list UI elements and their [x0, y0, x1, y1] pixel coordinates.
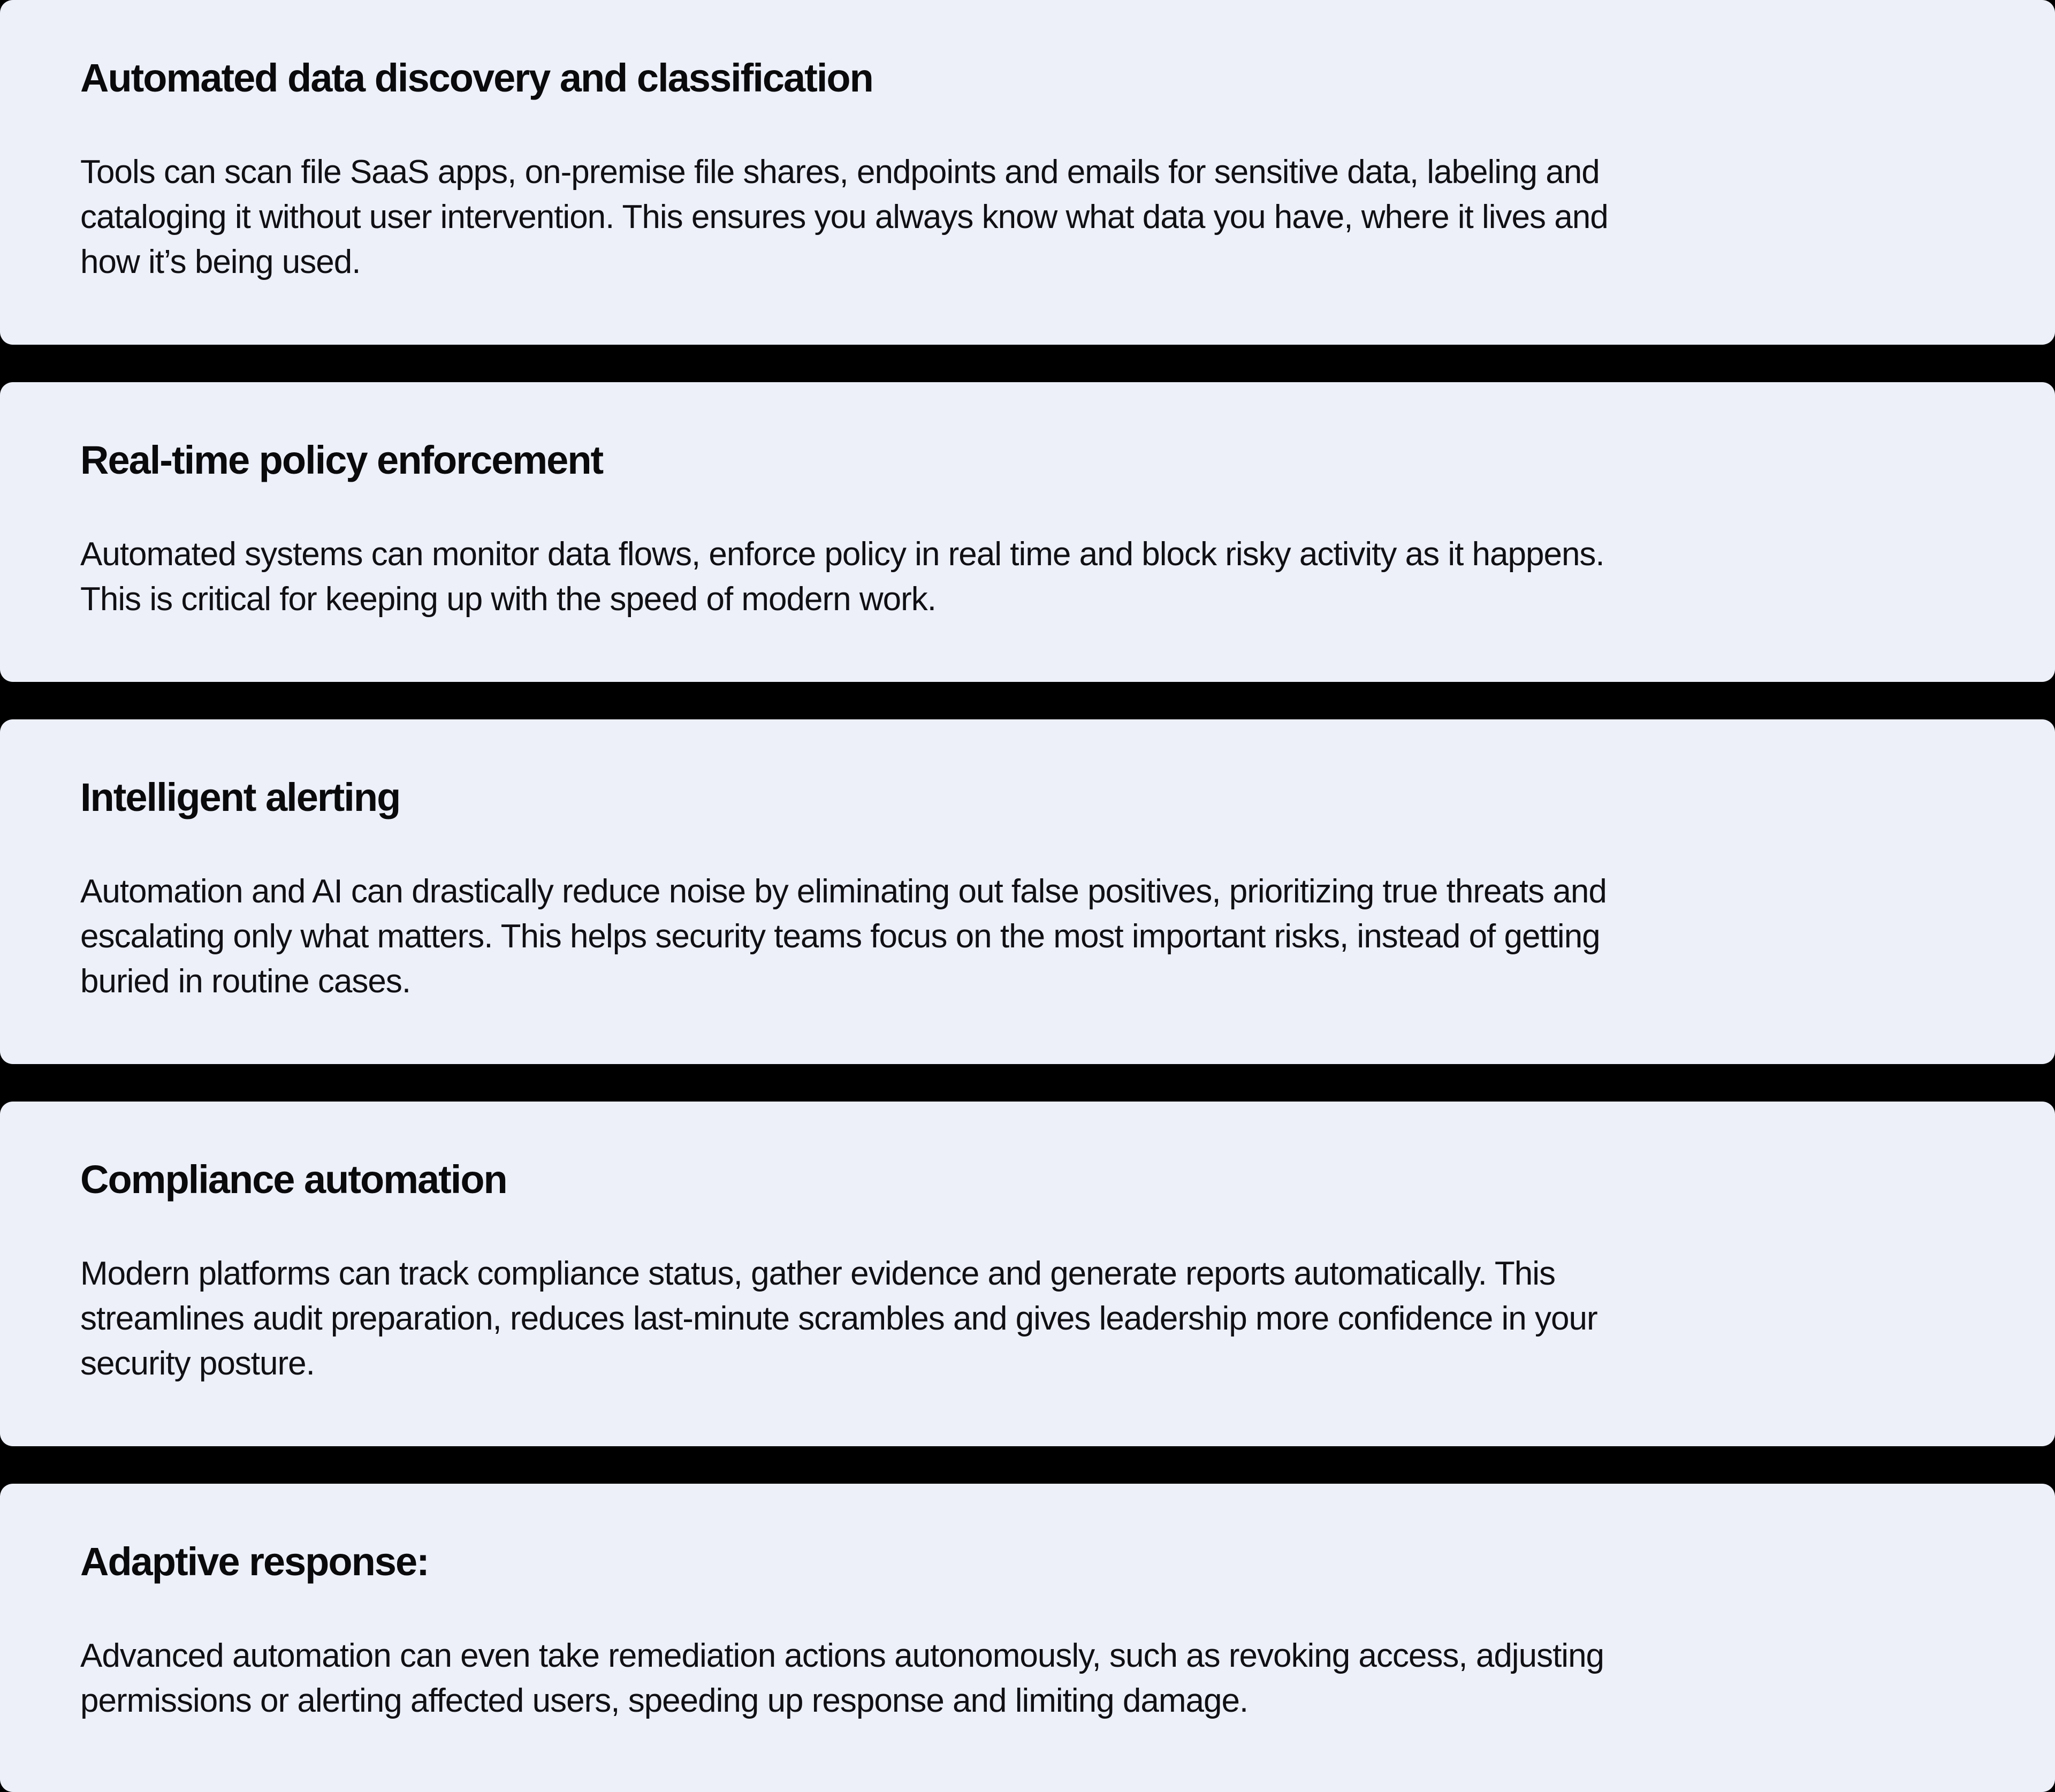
section-body-line: escalating only what matters. This helps security teams focus on the most important risks, instead of getting — [80, 918, 1600, 955]
section-body-line: permissions or alerting affected users, speeding up response and limiting damage. — [80, 1682, 1249, 1719]
section-heading: Intelligent alerting — [80, 775, 400, 819]
section-body-line: This is critical for keeping up with the speed of modern work. — [80, 581, 936, 618]
content-card — [0, 1102, 2055, 1446]
content-card — [0, 382, 2055, 682]
content-card — [0, 719, 2055, 1064]
section-body-line: buried in routine cases. — [80, 963, 411, 1000]
section-body — [80, 869, 1975, 1004]
section-body-line: streamlines audit preparation, reduces last-minute scrambles and gives leadership more confidence in your — [80, 1300, 1597, 1337]
section-body — [80, 532, 1975, 622]
section-heading: Automated data discovery and classification — [80, 56, 873, 100]
content-card — [0, 1484, 2055, 1792]
section-body-line: cataloging it without user intervention. This ensures you always know what data you have, where it lives and — [80, 199, 1608, 236]
section-body — [80, 1251, 1975, 1386]
section-body-line: Automation and AI can drastically reduce noise by eliminating out false positives, prioritizing true threats and — [80, 873, 1607, 910]
section-heading: Adaptive response: — [80, 1539, 429, 1584]
section-body-line: Automated systems can monitor data flows, enforce policy in real time and block risky activity as it happens. — [80, 536, 1604, 573]
section-body-line: Modern platforms can track compliance status, gather evidence and generate reports automatically. This — [80, 1255, 1556, 1292]
content-card — [0, 0, 2055, 345]
section-body-line: Tools can scan file SaaS apps, on-premise file shares, endpoints and emails for sensitive data, labeling and — [80, 154, 1600, 191]
section-heading: Compliance automation — [80, 1157, 507, 1202]
section-body — [80, 150, 1975, 285]
section-body-line: security posture. — [80, 1345, 315, 1382]
section-heading: Real-time policy enforcement — [80, 438, 603, 482]
section-body-line: Advanced automation can even take remediation actions autonomously, such as revoking access, adjusting — [80, 1637, 1604, 1674]
section-body — [80, 1634, 1975, 1723]
section-body-line: how it’s being used. — [80, 244, 361, 280]
